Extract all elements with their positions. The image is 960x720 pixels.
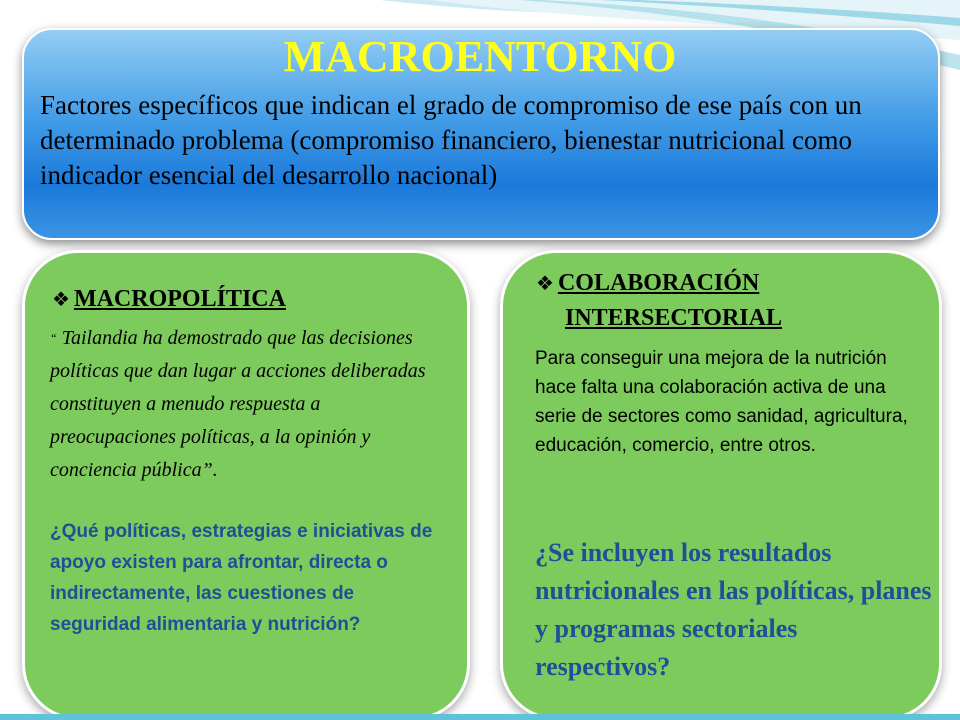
diamond-bullet-icon: ❖: [536, 271, 554, 295]
colaboracion-question: ¿Se incluyen los resultados nutricionales en las políticas, planes y programas sectoriales respectivos?: [535, 538, 932, 681]
macropolitica-heading-label: MACROPOLÍTICA: [73, 286, 286, 312]
macroentorno-description: Factores específicos que indican el grado de compromiso de ese país con un determinado problema (compromiso financiero, bienestar nutricional como indicador esencial del desarrollo nacional): [40, 90, 862, 190]
macropolitica-quote: [50, 322, 450, 487]
diamond-bullet-icon: ❖: [52, 287, 70, 311]
macropolitica-quote-text: Tailandia ha demostrado que las decisiones políticas que dan lugar a acciones deliberadas constituyen a menudo respuesta a preocupaciones políticas, a la opinión y conciencia pública”.: [50, 327, 426, 481]
macropolitica-question: ¿Qué políticas, estrategias e iniciativas de apoyo existen para afrontar, directa o indirectamente, las cuestiones de seguridad alimentaria y nutrición?: [50, 521, 433, 635]
macropolitica-heading: [52, 286, 286, 313]
bottom-accent-line: [0, 714, 960, 720]
colaboracion-heading: [536, 266, 782, 336]
colaboracion-heading-line2: INTERSECTORIAL: [565, 305, 782, 331]
colaboracion-body: Para conseguir una mejora de la nutrición hace falta una colaboración activa de una serie de sectores como sanidad, agricultura, educación, comercio, entre otros.: [535, 348, 908, 456]
page-title: MACROENTORNO: [283, 32, 677, 81]
quote-mark: “: [50, 331, 57, 345]
colaboracion-heading-line1: COLABORACIÓN: [557, 270, 760, 296]
